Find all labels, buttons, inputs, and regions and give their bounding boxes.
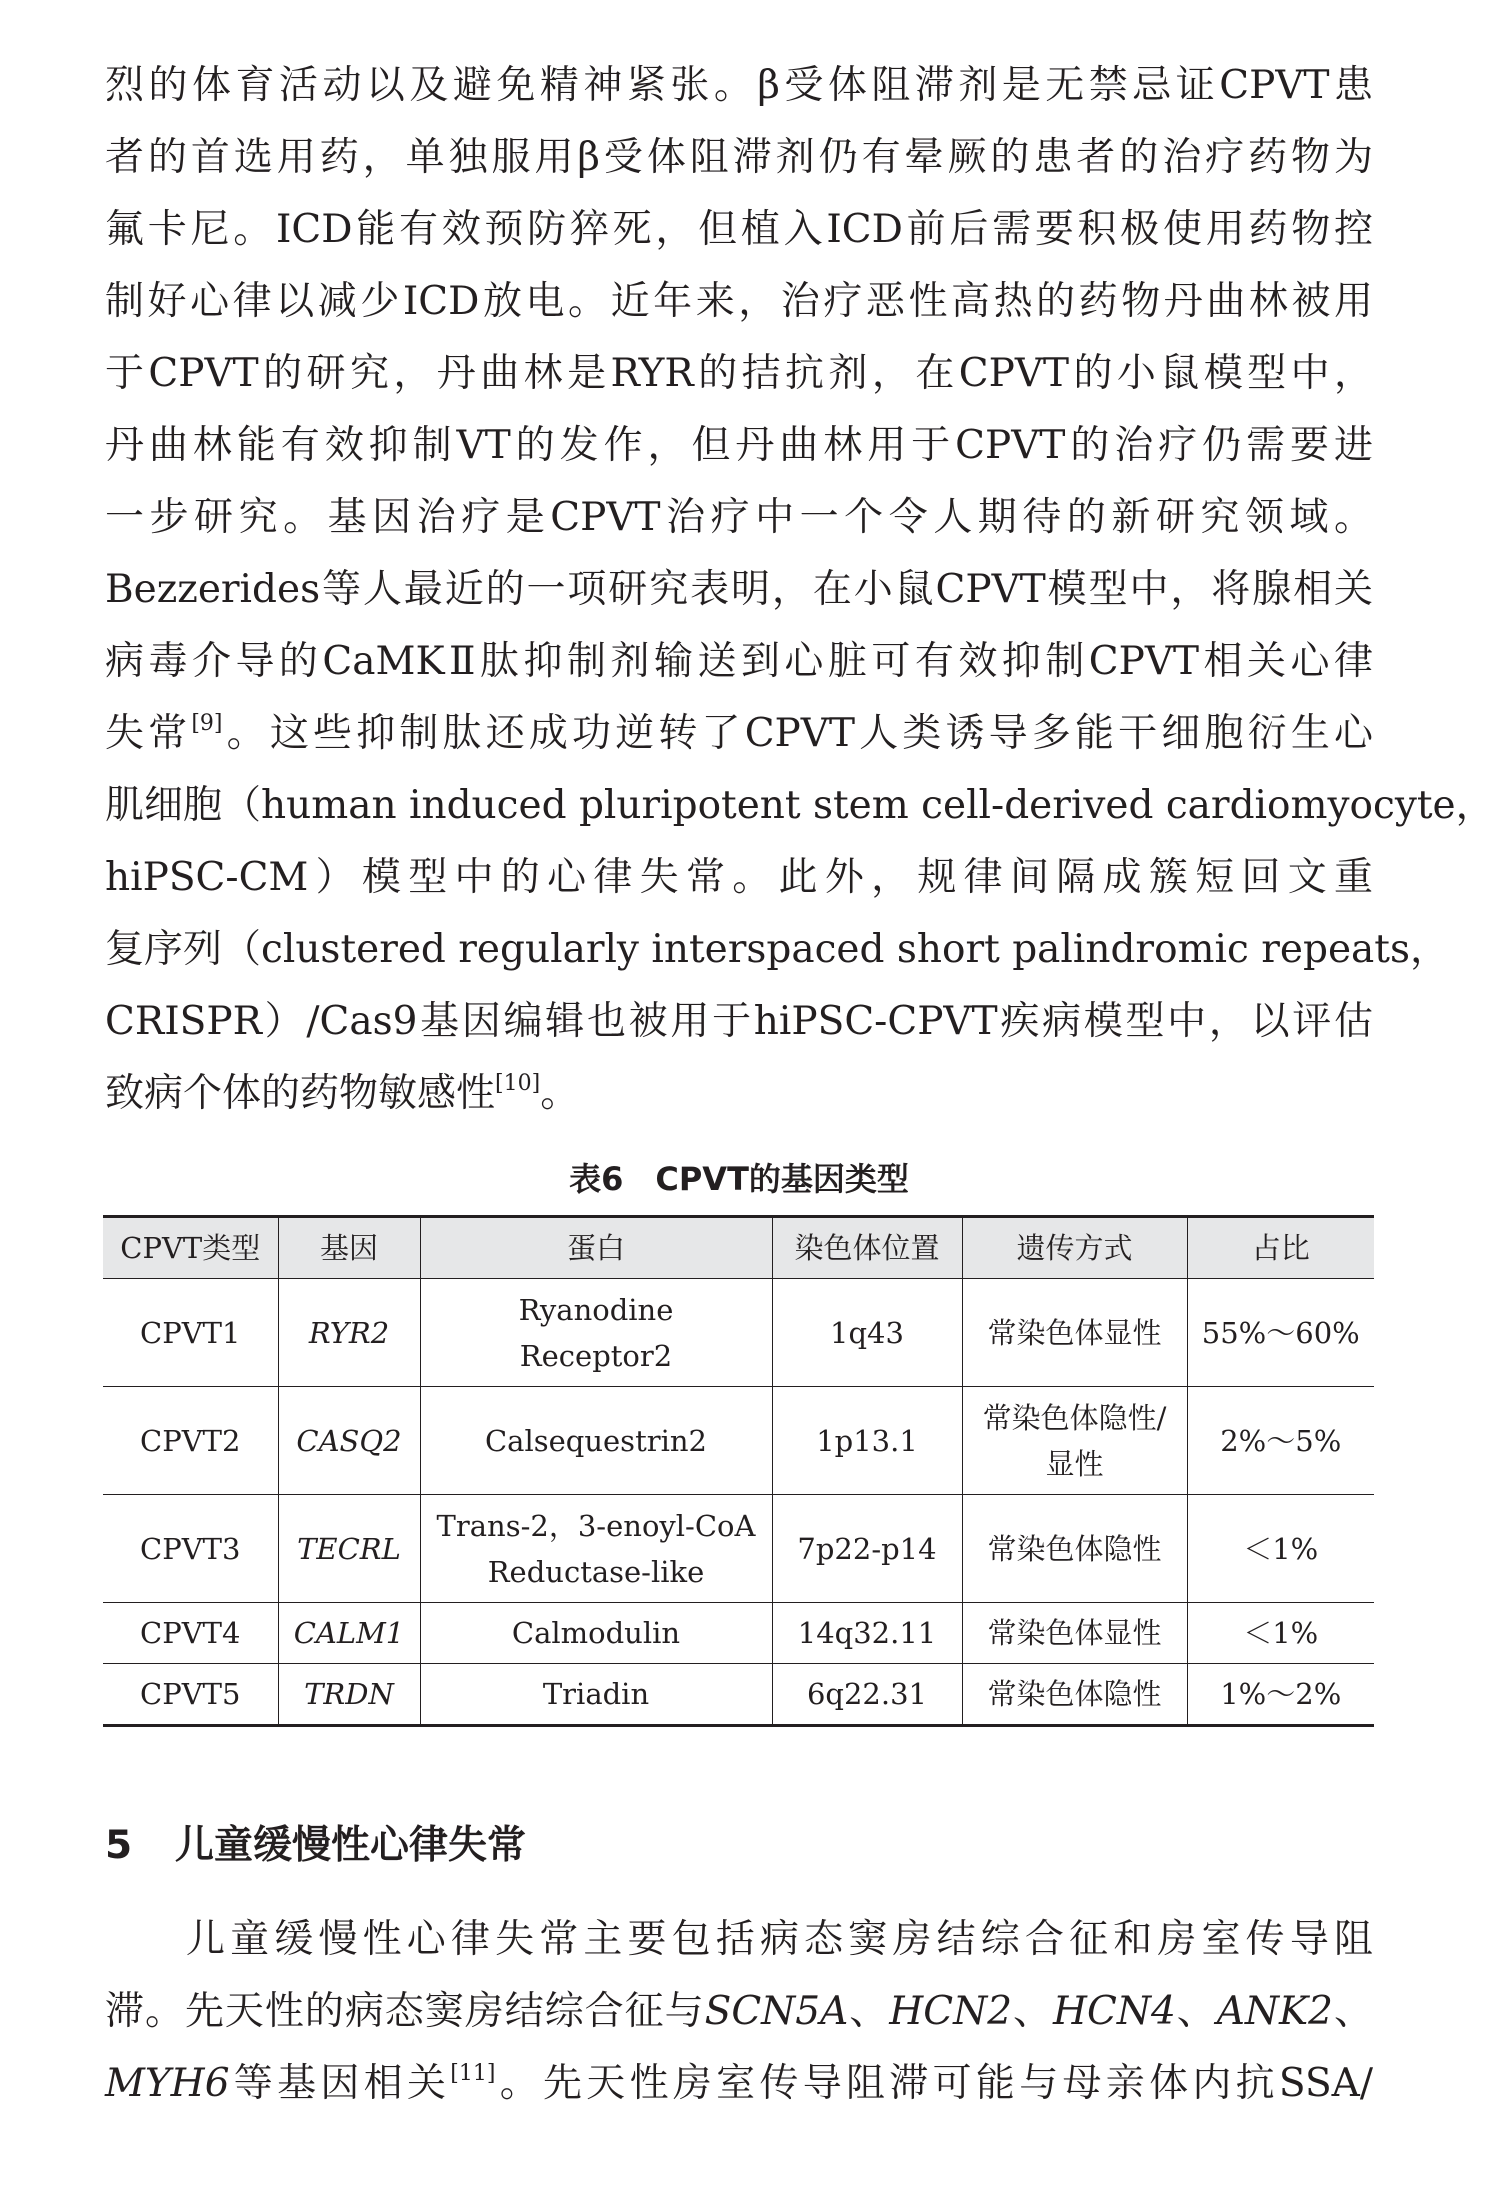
column-header: 蛋白 <box>420 1217 772 1279</box>
body-text-line <box>105 1066 1373 1122</box>
cell-location: 14q32.11 <box>772 1603 962 1664</box>
separator: 、 <box>1175 1989 1217 2034</box>
cell-type: CPVT1 <box>103 1279 278 1387</box>
cell-gene: TECRL <box>278 1495 420 1603</box>
cell-protein <box>420 1495 772 1603</box>
gene-name: ANK2 <box>1216 1989 1333 2034</box>
cell-ratio: 1%～2% <box>1187 1664 1374 1726</box>
body-text-line: 于CPVT的研究，丹曲林是RYR的拮抗剂，在CPVT的小鼠模型中， <box>105 351 1373 396</box>
text-run: 致病个体的药物敏感性 <box>105 1071 496 1116</box>
separator: 、 <box>848 1989 890 2034</box>
cell-type: CPVT2 <box>103 1387 278 1495</box>
body-text-line: 烈的体育活动以及避免精神紧张。β受体阻滞剂是无禁忌证CPVT患 <box>105 63 1373 108</box>
column-header: 遗传方式 <box>962 1217 1187 1279</box>
body-text-line: 氟卡尼。ICD能有效预防猝死，但植入ICD前后需要积极使用药物控 <box>105 207 1373 252</box>
body-text-line <box>105 706 1373 762</box>
text-run: 失常 <box>105 711 192 756</box>
cell-protein: Calsequestrin2 <box>420 1387 772 1495</box>
separator: 、 <box>1012 1989 1053 2034</box>
section-title: 儿童缓慢性心律失常 <box>175 1823 527 1868</box>
table-row <box>103 1387 1374 1495</box>
cell-ratio: 55%～60% <box>1187 1279 1374 1387</box>
cell-location: 6q22.31 <box>772 1664 962 1726</box>
body-text-line: 者的首选用药，单独服用β受体阻滞剂仍有晕厥的患者的治疗药物为 <box>105 135 1373 180</box>
cell-protein <box>420 1279 772 1387</box>
cell-text: Receptor2 <box>519 1338 673 1373</box>
text-run: 。先天性房室传导阻滞可能与母亲体内抗SSA/ <box>495 2061 1373 2106</box>
text-run: 滞。先天性的病态窦房结综合征与 <box>105 1989 705 2034</box>
text-run: 。这些抑制肽还成功逆转了CPVT人类诱导多能干细胞衍生心 <box>222 711 1373 756</box>
cell-protein: Calmodulin <box>420 1603 772 1664</box>
cell-gene: RYR2 <box>278 1279 420 1387</box>
body-text-line: Bezzerides等人最近的一项研究表明，在小鼠CPVT模型中，将腺相关 <box>105 567 1373 612</box>
cell-inheritance: 常染色体隐性 <box>962 1495 1187 1603</box>
body-text-line <box>105 1984 1373 2040</box>
body-text-line: 一步研究。基因治疗是CPVT治疗中一个令人期待的新研究领域。 <box>105 495 1373 540</box>
cpvt-gene-table <box>103 1215 1374 1727</box>
table-row <box>103 1279 1374 1387</box>
cell-location: 7p22-p14 <box>772 1495 962 1603</box>
cell-ratio: ＜1% <box>1187 1495 1374 1603</box>
table-caption: 表6 CPVT的基因类型 <box>569 1160 909 1198</box>
body-text-line: 丹曲林能有效抑制VT的发作，但丹曲林用于CPVT的治疗仍需要进 <box>105 423 1373 468</box>
body-text-line: 儿童缓慢性心律失常主要包括病态窦房结综合征和房室传导阻 <box>186 1917 1373 1962</box>
table-header-row <box>103 1217 1374 1279</box>
cell-gene: CASQ2 <box>278 1387 420 1495</box>
cell-text: 显性 <box>1045 1446 1104 1481</box>
cell-type: CPVT4 <box>103 1603 278 1664</box>
section-number: 5 <box>105 1823 133 1868</box>
body-text-line: CRISPR）/Cas9基因编辑也被用于hiPSC-CPVT疾病模型中，以评估 <box>105 999 1373 1044</box>
cell-inheritance: 常染色体显性 <box>962 1603 1187 1664</box>
cell-gene: TRDN <box>278 1664 420 1726</box>
cell-type: CPVT3 <box>103 1495 278 1603</box>
gene-name: HCN2 <box>889 1989 1013 2034</box>
body-text-line: 病毒介导的CaMKⅡ肽抑制剂输送到心脏可有效抑制CPVT相关心律 <box>105 639 1373 684</box>
column-header: 染色体位置 <box>772 1217 962 1279</box>
cell-location: 1q43 <box>772 1279 962 1387</box>
cell-text: Reductase-like <box>487 1554 705 1589</box>
cell-inheritance <box>962 1387 1187 1495</box>
body-text-line <box>105 2056 1373 2112</box>
cell-protein: Triadin <box>420 1664 772 1726</box>
cell-gene: CALM1 <box>278 1603 420 1664</box>
body-text-line: 复序列（clustered regularly interspaced short palindromic repeats， <box>105 927 1449 972</box>
cell-location: 1p13.1 <box>772 1387 962 1495</box>
cell-text: Trans-2，3-enoyl-CoA <box>436 1508 756 1543</box>
cell-ratio: 2%～5% <box>1187 1387 1374 1495</box>
column-header: CPVT类型 <box>103 1217 278 1279</box>
cell-text: CASQ <box>296 1423 384 1458</box>
table-row <box>103 1603 1374 1664</box>
cell-text: Ryanodine <box>518 1292 674 1327</box>
separator: 、 <box>1332 1989 1373 2034</box>
column-header: 占比 <box>1187 1217 1374 1279</box>
text-run: 。 <box>540 1071 580 1116</box>
table-row <box>103 1495 1374 1603</box>
citation-ref: [10] <box>495 1071 541 1096</box>
text-run: 等基因相关 <box>229 2061 451 2106</box>
body-text-line: 制好心律以减少ICD放电。近年来，治疗恶性高热的药物丹曲林被用 <box>105 279 1373 324</box>
citation-ref: [11] <box>450 2061 496 2086</box>
section-heading <box>105 1818 526 1874</box>
column-header: 基因 <box>278 1217 420 1279</box>
table-row <box>103 1664 1374 1726</box>
cell-inheritance: 常染色体显性 <box>962 1279 1187 1387</box>
gene-name: SCN5A <box>704 1989 849 2034</box>
gene-name: HCN4 <box>1052 1989 1176 2034</box>
gene-name: MYH6 <box>105 2061 230 2106</box>
cell-ratio: ＜1% <box>1187 1603 1374 1664</box>
cell-inheritance: 常染色体隐性 <box>962 1664 1187 1726</box>
cell-type: CPVT5 <box>103 1664 278 1726</box>
body-text-line: 肌细胞（human induced pluripotent stem cell-derived cardiomyocyte， <box>105 783 1495 828</box>
citation-ref: [9] <box>191 711 223 736</box>
body-text-line: hiPSC-CM）模型中的心律失常。此外，规律间隔成簇短回文重 <box>105 855 1373 900</box>
cell-text: 常染色体隐性/ <box>982 1400 1167 1435</box>
